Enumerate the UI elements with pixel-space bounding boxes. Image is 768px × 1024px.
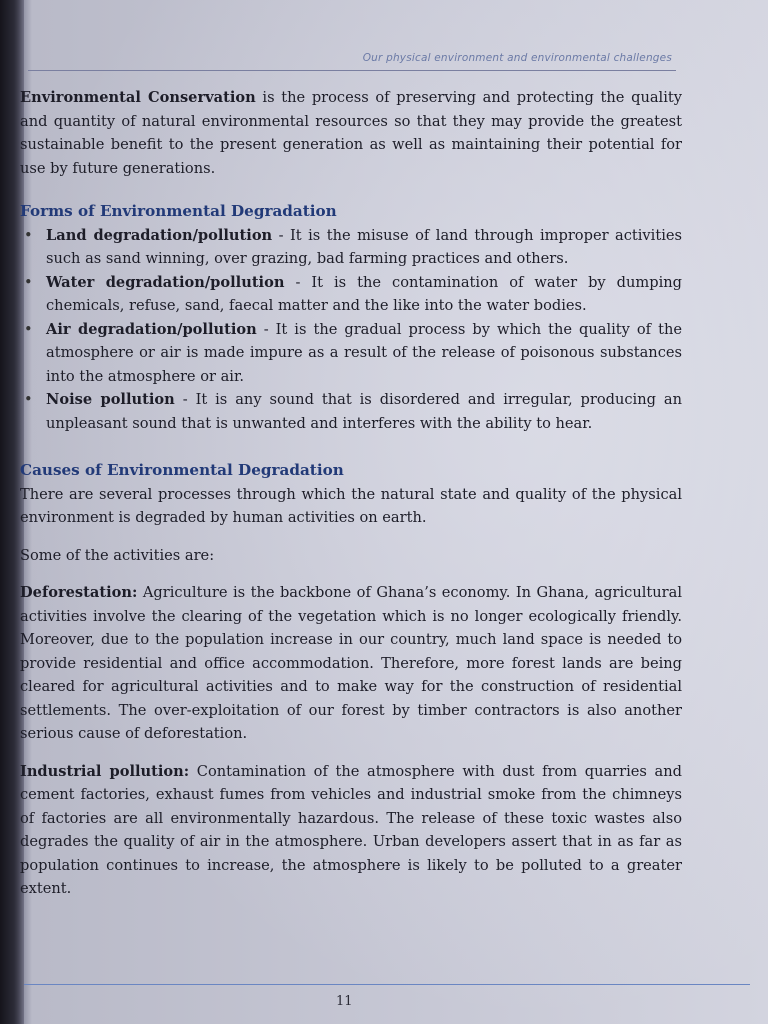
list-item [46,318,682,389]
forms-list [20,224,682,436]
industrial-term: Industrial pollution: [20,762,190,780]
list-item [46,271,682,318]
item-text: - It is the gradual process by which the quality of the atmosphere or air is made impure as a result of the release of poisonous substances into the atmosphere or air. [46,320,682,385]
intro-text: is the process of preserving and protecting the quality and quantity of natural environmental resources so that they may provide the greatest sustainable benefit to the present generation as well as maintaining their potential for use by future generations. [20,89,682,177]
industrial-paragraph [20,760,682,901]
item-term: Noise pollution [46,391,175,408]
item-term: Air degradation/pollution [46,320,257,338]
item-term: Water degradation/pollution [46,273,285,291]
industrial-text: Contamination of the atmosphere with dust from quarries and cement factories, exhaust fumes from vehicles and industrial smoke from the chimneys of factories are all environmentally hazardous. The release of these toxic wastes also degrades the quality of air in the atmosphere. Urban developers assert that in as far as population continues to increase, the atmosphere is likely to be polluted to a greater extent. [20,762,682,897]
deforestation-text: Agriculture is the backbone of Ghana’s economy. In Ghana, agricultural activities involve the clearing of the vegetation which is no longer ecologically friendly. Moreover, due to the population increase in our country, much land space is needed to provide residential and office accommodation. Therefore, more forest lands are being cleared for agricultural activities and to make way for the construction of residential settlements. The over-exploitation of our forest by timber contractors is also another serious cause of deforestation. [20,584,682,742]
item-text: - It is the contamination of water by dumping chemicals, refuse, sand, faecal matter and the like into the water bodies. [46,273,682,314]
page-number: 11 [336,994,353,1009]
causes-intro: There are several processes through which the natural state and quality of the physical environment is degraded by human activities on earth. [20,485,682,526]
item-text: - It is any sound that is disordered and irregular, producing an unpleasant sound that is unwanted and interferes with the ability to hear. [46,391,682,432]
item-term: Land degradation/pollution [46,226,273,244]
header-rule [28,70,676,71]
causes-heading: Causes of Environmental Degradation [20,461,344,479]
intro-term: Environmental Conservation [20,89,256,106]
item-text: - It is the misuse of land through improper activities such as sand winning, over grazing, bad farming practices and others. [46,226,682,267]
forms-heading: Forms of Environmental Degradation [20,202,337,220]
intro-paragraph [20,86,682,180]
deforestation-paragraph [20,581,682,746]
list-item [46,388,682,435]
causes-lead: Some of the activities are: [20,546,215,564]
deforestation-term: Deforestation: [20,584,138,601]
running-header: Our physical environment and environmental challenges [362,52,672,64]
page-content [20,86,682,901]
footer-rule [24,984,750,985]
list-item [46,224,682,271]
